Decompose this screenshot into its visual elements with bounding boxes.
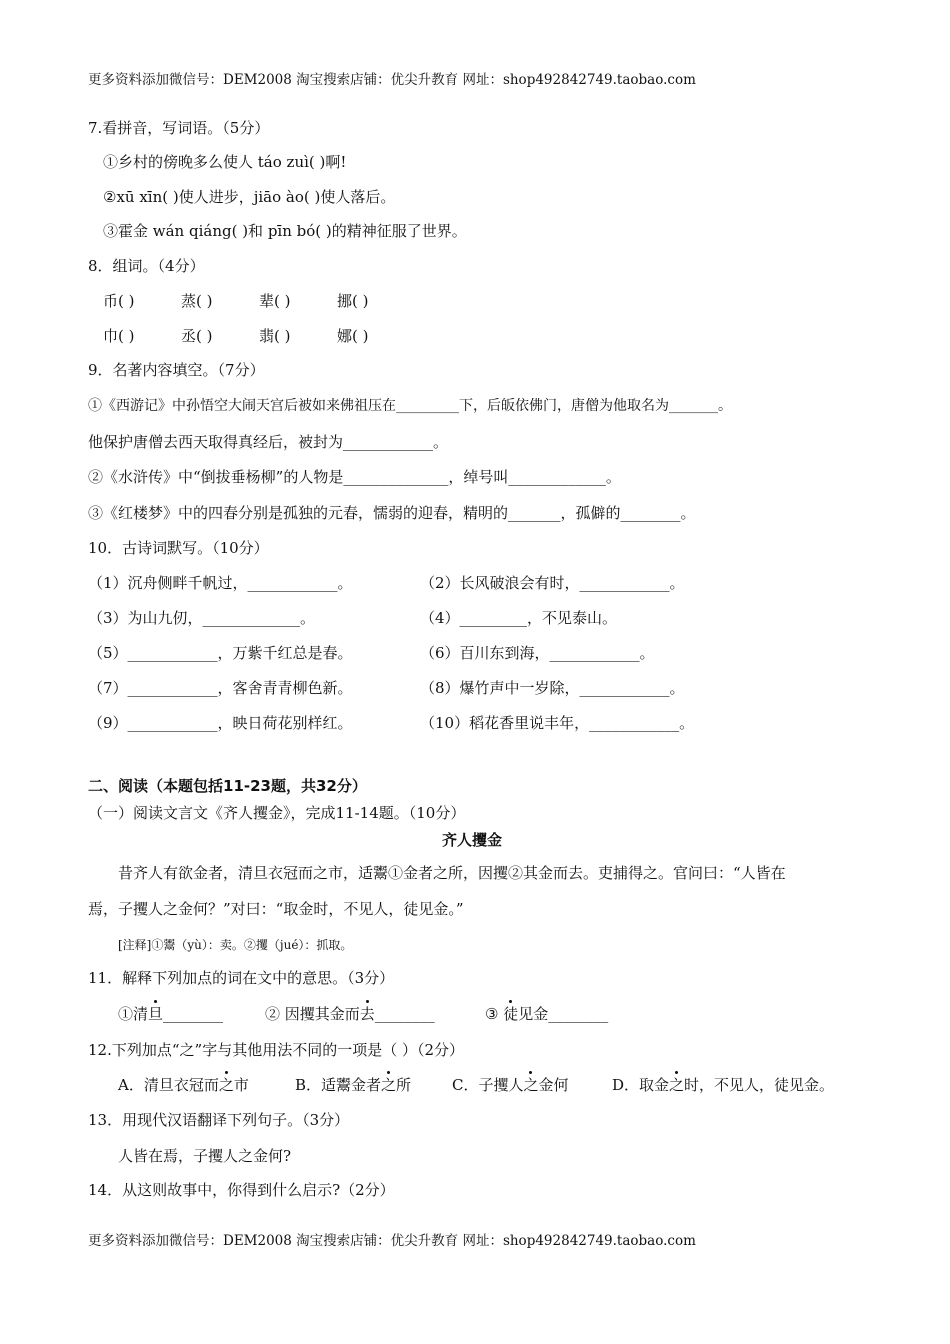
section-2-subtitle: （一）阅读文言文《齐人攫金》，完成11-14题。（10分） (88, 804, 466, 822)
q10-poem-line: （2）长风破浪会有时，____________。 (420, 574, 685, 592)
passage-title: 齐人攫金 (442, 831, 503, 849)
q12-option-c: C．子攫人之金何 (452, 1076, 569, 1094)
page-header: 更多资料添加微信号：DEM2008 淘宝搜索店铺：优尖升教育 网址：shop492842749.taobao.com (88, 72, 696, 88)
q12-option-a: A．清旦衣冠而之市 (118, 1076, 249, 1094)
q10-poem-line: （3）为山九仞，_____________。 (88, 609, 316, 627)
q11-item-1: ①清旦________ (118, 1005, 224, 1023)
q8-word: 辈( ) (259, 292, 291, 310)
q7-line-1: ①乡村的傍晚多么使人 táo zuì( )啊! (103, 153, 347, 171)
q10-poem-line: （1）沉舟侧畔千帆过，____________。 (88, 574, 353, 592)
q14-title: 14．从这则故事中，你得到什么启示?（2分） (88, 1181, 395, 1199)
q11-title: 11．解释下列加点的词在文中的意思。（3分） (88, 969, 395, 987)
q13-title: 13．用现代汉语翻译下列句子。（3分） (88, 1111, 350, 1129)
q10-poem-line: （5）____________，万紫千红总是春。 (88, 644, 353, 662)
q12-title: 12.下列加点“之”字与其他用法不同的一项是（ ）（2分） (88, 1041, 465, 1059)
q8-word: 蒸( ) (181, 292, 213, 310)
q12-option-b: B．适鬻金者之所 (295, 1076, 412, 1094)
passage-line-1: 昔齐人有欲金者，清旦衣冠而之市，适鬻①金者之所，因攫②其金而去。吏捕得之。官问曰：“人皆在 (118, 864, 786, 882)
q10-poem-line: （4）_________，不见泰山。 (420, 609, 618, 627)
q10-poem-line: （9）____________，映日荷花别样红。 (88, 714, 353, 732)
q9-line-2: 他保护唐僧去西天取得真经后，被封为____________。 (88, 433, 449, 451)
page-footer: 更多资料添加微信号：DEM2008 淘宝搜索店铺：优尖升教育 网址：shop492842749.taobao.com (88, 1233, 696, 1249)
q8-word: 币( ) (103, 292, 135, 310)
passage-line-2: 焉，子攫人之金何？”对曰：“取金时，不见人，徒见金。” (88, 900, 464, 918)
q10-title: 10．古诗词默写。（10分） (88, 539, 269, 557)
q12-option-d: D．取金之时，不见人，徒见金。 (612, 1076, 835, 1094)
q9-line-3: ②《水浒传》中“倒拔垂杨柳”的人物是______________，绰号叫_____________。 (88, 468, 621, 486)
q8-word: 巾( ) (103, 327, 135, 345)
q8-word: 翡( ) (259, 327, 291, 345)
q9-line-1: ①《西游记》中孙悟空大闹天宫后被如来佛祖压在_________下，后皈依佛门，唐僧为他取名为_______。 (88, 398, 732, 414)
q8-word: 丞( ) (181, 327, 213, 345)
q13-sentence: 人皆在焉，子攫人之金何? (118, 1147, 292, 1165)
q11-item-2: ② 因攫其金而去________ (265, 1005, 435, 1023)
passage-note: [注释]①鬻（yù）：卖。②攫（jué）：抓取。 (118, 938, 353, 952)
q10-poem-line: （6）百川东到海，____________。 (420, 644, 655, 662)
q10-poem-line: （7）____________，客舍青青柳色新。 (88, 679, 353, 697)
q7-line-2: ②xū xīn( )使人进步，jiāo ào( )使人落后。 (103, 188, 396, 206)
q8-title: 8．组词。（4分） (88, 257, 205, 275)
q10-poem-line: （8）爆竹声中一岁除，____________。 (420, 679, 685, 697)
q7-title: 7.看拼音，写词语。（5分） (88, 119, 270, 137)
q9-title: 9．名著内容填空。（7分） (88, 361, 265, 379)
q7-line-3: ③霍金 wán qiáng( )和 pīn bó( )的精神征服了世界。 (103, 222, 467, 240)
q8-word: 挪( ) (337, 292, 369, 310)
q9-line-4: ③《红楼梦》中的四春分别是孤独的元春，懦弱的迎春，精明的_______，孤僻的________。 (88, 504, 696, 522)
section-2-title: 二、阅读（本题包括11-23题，共32分） (88, 777, 367, 795)
q8-word: 娜( ) (337, 327, 369, 345)
q11-item-3: ③ 徒见金________ (485, 1005, 609, 1023)
q10-poem-line: （10）稻花香里说丰年，____________。 (420, 714, 695, 732)
